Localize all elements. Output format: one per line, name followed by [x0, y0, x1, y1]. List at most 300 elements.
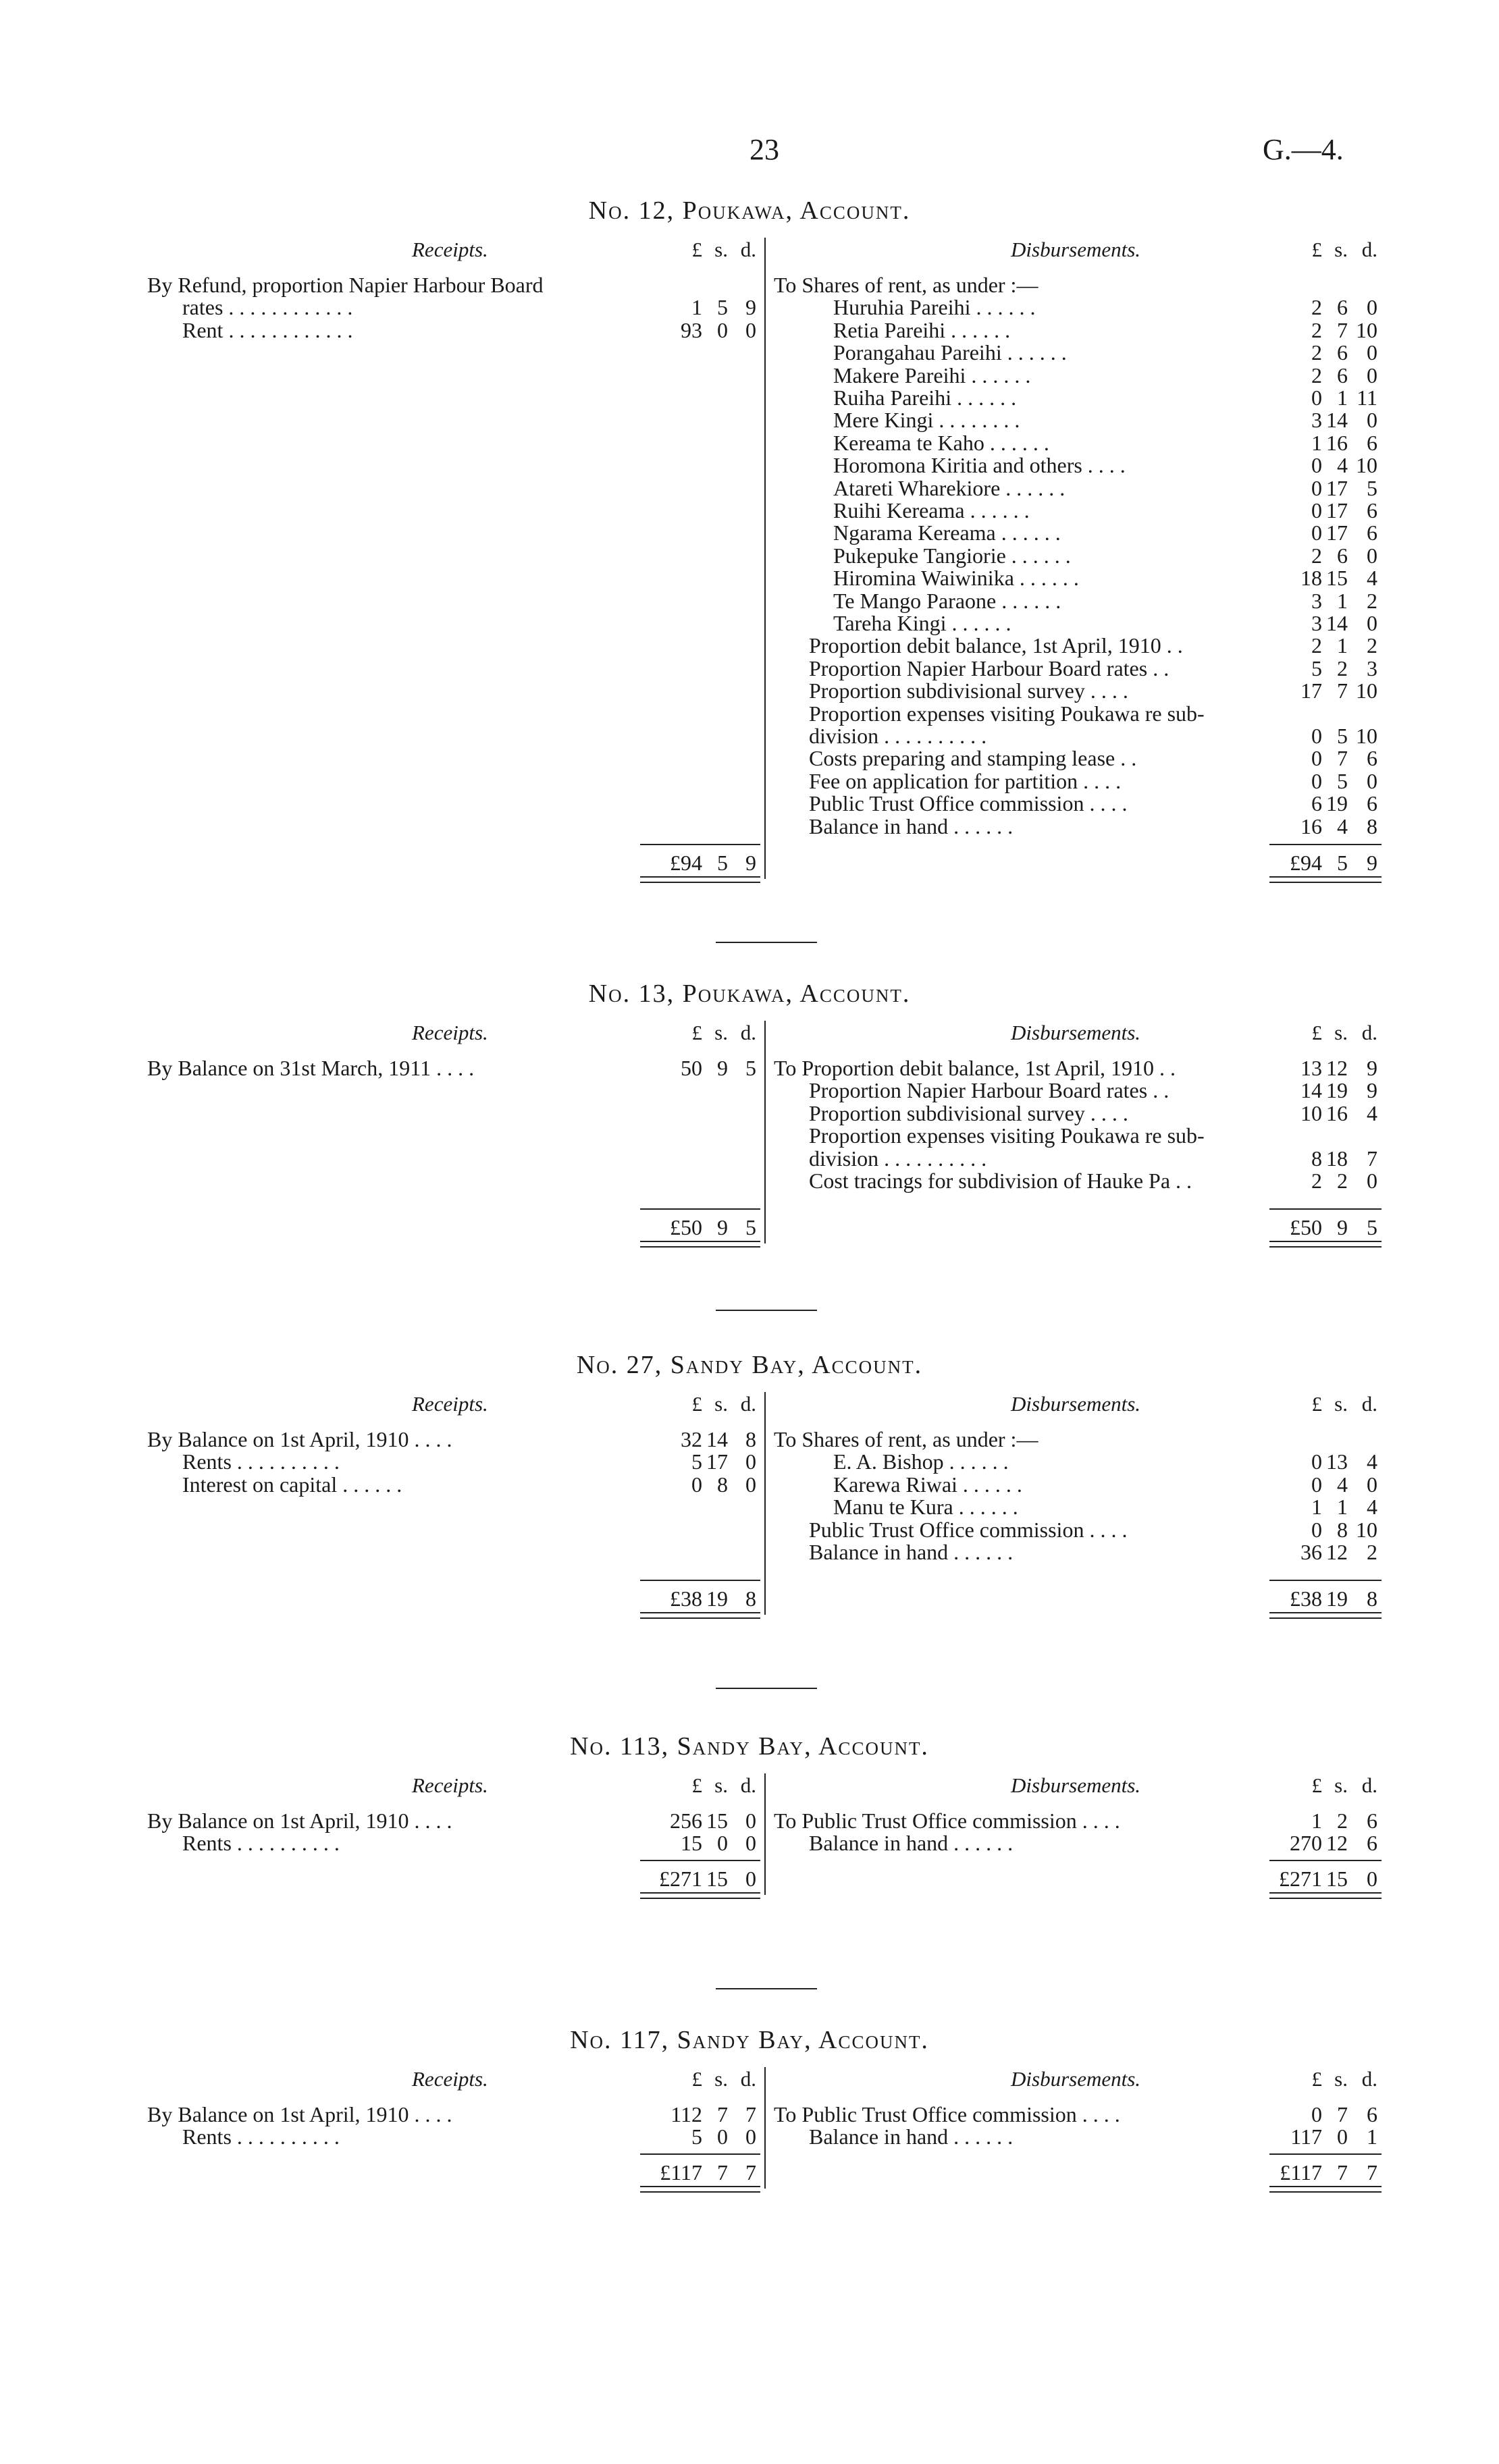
disbursement-amount-pence: 0: [1367, 363, 1377, 387]
disbursement-row: [0, 1518, 1391, 1541]
disbursement-row: [0, 1056, 1391, 1079]
disbursement-label: E. A. Bishop . . . . . .: [833, 1449, 1009, 1474]
disbursement-amount-shillings: 0: [1337, 2124, 1348, 2149]
receipts-total-double-rule: [640, 876, 760, 883]
account-title: No. 117, Sandy Bay, Account.: [570, 2026, 929, 2054]
disbursement-row: [0, 1428, 1391, 1451]
section-separator: [716, 1310, 817, 1311]
disbursement-label: To Public Trust Office commission . . . .: [774, 2102, 1120, 2126]
receipts-currency-header: £: [691, 238, 702, 261]
disbursements-total-pounds: £94: [1290, 851, 1322, 875]
disbursement-row: [0, 296, 1391, 319]
page-number: 23: [750, 133, 779, 166]
receipts-heading: Receipts.: [412, 2067, 488, 2091]
disbursement-amount-pounds: 2: [1311, 633, 1322, 658]
receipt-amount-shillings: 8: [717, 1472, 728, 1497]
disbursement-amount-pounds: 2: [1311, 295, 1322, 320]
disbursement-amount-pounds: 0: [1311, 724, 1322, 748]
disbursements-heading: Disbursements.: [1011, 2067, 1141, 2091]
disbursements-currency-header: d.: [1361, 2067, 1377, 2091]
disbursement-label: division . . . . . . . . . .: [809, 1146, 987, 1171]
disbursement-amount-pounds: 0: [1311, 2102, 1322, 2126]
column-divider: [764, 1392, 766, 1615]
disbursement-amount-pounds: 1: [1311, 1809, 1322, 1833]
disbursement-amount-pence: 6: [1367, 1831, 1377, 1856]
disbursement-amount-shillings: 17: [1326, 520, 1348, 545]
disbursements-total-double-rule: [1269, 1892, 1382, 1899]
disbursement-amount-pence: 0: [1367, 611, 1377, 635]
disbursement-amount-pence: 0: [1367, 295, 1377, 320]
disbursements-sum-rule: [1269, 2153, 1382, 2155]
disbursement-row: [0, 1809, 1391, 1832]
disbursement-amount-pence: 3: [1367, 655, 1377, 680]
receipts-heading: Receipts.: [412, 1773, 488, 1797]
disbursements-total-double-rule: [1269, 1241, 1382, 1248]
disbursement-amount-pence: 6: [1367, 791, 1377, 816]
account-section: [0, 1732, 1499, 1907]
disbursement-amount-pounds: 2: [1311, 1169, 1322, 1193]
receipts-total-pounds: £271: [659, 1867, 702, 1891]
disbursement-amount-shillings: 15: [1326, 566, 1348, 591]
disbursement-row: [0, 724, 1391, 747]
disbursement-label: Costs preparing and stamping lease . .: [809, 746, 1137, 771]
disbursement-row: [0, 2103, 1391, 2126]
receipt-amount-pence: 5: [745, 1056, 756, 1080]
disbursement-label: Proportion subdivisional survey . . . .: [809, 678, 1128, 703]
account-title: No. 27, Sandy Bay, Account.: [576, 1351, 923, 1379]
receipt-amount-pence: 7: [745, 2102, 756, 2126]
receipt-amount-pounds: 112: [670, 2102, 702, 2126]
receipts-total-pounds: £38: [670, 1586, 702, 1611]
disbursement-label: Porangahau Pareihi . . . . . .: [833, 340, 1067, 365]
disbursement-row: [0, 544, 1391, 567]
receipts-sum-rule: [640, 1580, 760, 1581]
receipts-total-pence: 8: [745, 1586, 756, 1611]
disbursement-amount-pence: 2: [1367, 633, 1377, 658]
receipt-amount-pence: 9: [745, 295, 756, 320]
receipt-label: By Balance on 1st April, 1910 . . . .: [147, 2102, 452, 2126]
receipts-total-shillings: 19: [706, 1586, 728, 1611]
receipt-amount-shillings: 14: [706, 1427, 728, 1451]
disbursement-amount-shillings: 4: [1337, 1472, 1348, 1497]
disbursement-amount-pence: 0: [1367, 340, 1377, 365]
receipt-amount-shillings: 0: [717, 317, 728, 342]
disbursement-row: [0, 770, 1391, 793]
disbursement-amount-pence: 6: [1367, 1809, 1377, 1833]
receipts-total-shillings: 5: [717, 851, 728, 875]
receipt-amount-pence: 0: [745, 1809, 756, 1833]
disbursement-amount-shillings: 6: [1337, 543, 1348, 568]
receipts-currency-header: £: [691, 2067, 702, 2091]
disbursements-sum-rule: [1269, 844, 1382, 845]
disbursement-row: [0, 386, 1391, 409]
receipt-label: Interest on capital . . . . . .: [182, 1472, 402, 1497]
disbursements-total-pounds: £271: [1279, 1867, 1322, 1891]
disbursements-total-pence: 9: [1367, 851, 1377, 875]
disbursement-amount-shillings: 19: [1326, 1078, 1348, 1103]
disbursement-amount-pence: 4: [1367, 1449, 1377, 1474]
disbursements-total-double-rule: [1269, 876, 1382, 883]
receipt-label: Rents . . . . . . . . . .: [182, 1831, 340, 1856]
disbursements-total-double-rule: [1269, 1612, 1382, 1619]
disbursement-row: [0, 431, 1391, 454]
disbursement-amount-pounds: 0: [1311, 385, 1322, 410]
receipts-total-pence: 9: [745, 851, 756, 875]
disbursements-total-pounds: £38: [1290, 1586, 1322, 1611]
disbursement-amount-shillings: 6: [1337, 363, 1348, 387]
disbursement-amount-pence: 4: [1367, 1495, 1377, 1520]
disbursement-label: Balance in hand . . . . . .: [809, 1831, 1014, 1856]
disbursement-row: [0, 1541, 1391, 1563]
disbursement-amount-shillings: 4: [1337, 453, 1348, 478]
disbursement-row: [0, 273, 1391, 296]
disbursement-row: [0, 319, 1391, 342]
receipts-currency-header: d.: [740, 1021, 756, 1044]
disbursement-row: [0, 1147, 1391, 1170]
disbursements-currency-header: s.: [1334, 1392, 1348, 1416]
disbursement-amount-pence: 2: [1367, 1540, 1377, 1564]
disbursement-amount-pence: 10: [1356, 453, 1377, 478]
disbursement-label: To Proportion debit balance, 1st April, 1910 . .: [774, 1056, 1176, 1080]
disbursement-amount-pence: 0: [1367, 1472, 1377, 1497]
disbursement-row: [0, 1169, 1391, 1192]
disbursements-total-pence: 8: [1367, 1586, 1377, 1611]
column-divider: [764, 238, 766, 879]
disbursements-currency-header: £: [1311, 1773, 1322, 1797]
receipt-amount-pence: 0: [745, 1449, 756, 1474]
disbursement-amount-pounds: 117: [1290, 2124, 1322, 2149]
disbursements-sum-rule: [1269, 1860, 1382, 1861]
disbursement-amount-shillings: 13: [1326, 1449, 1348, 1474]
receipt-amount-pounds: 5: [691, 1449, 702, 1474]
receipt-amount-pence: 8: [745, 1427, 756, 1451]
disbursement-row: [0, 454, 1391, 477]
disbursements-currency-header: d.: [1361, 1392, 1377, 1416]
section-separator: [716, 1988, 817, 1989]
disbursements-total-shillings: 9: [1337, 1215, 1348, 1239]
disbursement-label: Balance in hand . . . . . .: [809, 813, 1014, 838]
disbursement-amount-pounds: 0: [1311, 453, 1322, 478]
disbursement-amount-shillings: 12: [1326, 1540, 1348, 1564]
disbursement-amount-pounds: 14: [1300, 1078, 1322, 1103]
column-divider: [764, 1773, 766, 1895]
receipt-amount-shillings: 0: [717, 1831, 728, 1856]
receipt-amount-pounds: 1: [691, 295, 702, 320]
disbursement-amount-pounds: 8: [1311, 1146, 1322, 1171]
receipts-heading: Receipts.: [412, 1021, 488, 1044]
receipts-total-shillings: 15: [706, 1867, 728, 1891]
receipt-amount-shillings: 0: [717, 2124, 728, 2149]
disbursement-label: Kereama te Kaho . . . . . .: [833, 430, 1049, 455]
disbursement-amount-shillings: 7: [1337, 317, 1348, 342]
disbursement-amount-pounds: 36: [1300, 1540, 1322, 1564]
account-title: No. 113, Sandy Bay, Account.: [570, 1732, 929, 1761]
disbursement-amount-pence: 4: [1367, 1100, 1377, 1125]
disbursement-label: Pukepuke Tangiorie . . . . . .: [833, 543, 1071, 568]
account-title: No. 13, Poukawa, Account.: [588, 980, 911, 1008]
disbursement-label: division . . . . . . . . . .: [809, 724, 987, 748]
receipts-total-pence: 7: [745, 2160, 756, 2185]
section-separator: [716, 942, 817, 943]
disbursement-amount-shillings: 2: [1337, 1809, 1348, 1833]
disbursement-label: Proportion Napier Harbour Board rates . .: [809, 1078, 1169, 1103]
disbursement-amount-pence: 9: [1367, 1056, 1377, 1080]
receipt-amount-pence: 0: [745, 317, 756, 342]
disbursement-row: [0, 499, 1391, 522]
disbursements-currency-header: d.: [1361, 238, 1377, 261]
receipts-currency-header: d.: [740, 1773, 756, 1797]
disbursement-label: Karewa Riwai . . . . . .: [833, 1472, 1022, 1497]
disbursement-amount-shillings: 16: [1326, 430, 1348, 455]
disbursements-total-shillings: 19: [1326, 1586, 1348, 1611]
receipts-total-shillings: 7: [717, 2160, 728, 2185]
disbursement-row: [0, 2125, 1391, 2148]
receipt-amount-pence: 0: [745, 1472, 756, 1497]
disbursements-sum-rule: [1269, 1208, 1382, 1210]
disbursement-row: [0, 1831, 1391, 1854]
disbursements-total-pence: 7: [1367, 2160, 1377, 2185]
disbursements-sum-rule: [1269, 1580, 1382, 1581]
disbursement-label: Retia Pareihi . . . . . .: [833, 317, 1011, 342]
receipts-total-pounds: £94: [670, 851, 702, 875]
column-divider: [764, 1021, 766, 1243]
disbursement-amount-pounds: 2: [1311, 317, 1322, 342]
disbursement-row: [0, 589, 1391, 612]
disbursement-amount-pounds: 0: [1311, 768, 1322, 793]
disbursements-total-shillings: 15: [1326, 1867, 1348, 1891]
disbursement-amount-pence: 6: [1367, 2102, 1377, 2126]
disbursements-total-pence: 0: [1367, 1867, 1377, 1891]
disbursement-amount-pounds: 0: [1311, 498, 1322, 523]
receipts-currency-header: s.: [714, 2067, 728, 2091]
disbursement-amount-shillings: 7: [1337, 746, 1348, 771]
disbursement-amount-pence: 2: [1367, 588, 1377, 613]
disbursement-label: Proportion subdivisional survey . . . .: [809, 1100, 1128, 1125]
disbursement-amount-shillings: 17: [1326, 498, 1348, 523]
disbursement-amount-pounds: 0: [1311, 746, 1322, 771]
disbursements-total-pounds: £50: [1290, 1215, 1322, 1239]
disbursement-amount-pounds: 270: [1290, 1831, 1322, 1856]
receipts-sum-rule: [640, 2153, 760, 2155]
receipts-currency-header: £: [691, 1392, 702, 1416]
disbursement-label: Ruihi Kereama . . . . . .: [833, 498, 1030, 523]
disbursement-amount-pounds: 3: [1311, 408, 1322, 433]
disbursement-amount-pounds: 1: [1311, 430, 1322, 455]
disbursement-amount-shillings: 17: [1326, 475, 1348, 500]
disbursement-amount-pounds: 0: [1311, 475, 1322, 500]
disbursement-row: [0, 1473, 1391, 1496]
page-reference: G.—4.: [1263, 133, 1344, 166]
disbursement-amount-pounds: 2: [1311, 543, 1322, 568]
receipts-sum-rule: [640, 1208, 760, 1210]
disbursement-amount-pence: 4: [1367, 566, 1377, 591]
disbursement-label: Ngarama Kereama . . . . . .: [833, 520, 1061, 545]
disbursements-currency-header: £: [1311, 1392, 1322, 1416]
disbursement-amount-pounds: 2: [1311, 340, 1322, 365]
disbursement-row: [0, 815, 1391, 838]
disbursement-label: Public Trust Office commission . . . .: [809, 1517, 1128, 1542]
disbursements-total-shillings: 7: [1337, 2160, 1348, 2185]
disbursements-heading: Disbursements.: [1011, 238, 1141, 261]
disbursements-currency-header: d.: [1361, 1773, 1377, 1797]
receipt-amount-pounds: 32: [681, 1427, 702, 1451]
receipts-total-pounds: £50: [670, 1215, 702, 1239]
disbursement-amount-shillings: 2: [1337, 655, 1348, 680]
disbursement-amount-shillings: 19: [1326, 791, 1348, 816]
disbursement-row: [0, 364, 1391, 387]
disbursements-heading: Disbursements.: [1011, 1021, 1141, 1044]
disbursement-amount-pence: 10: [1356, 317, 1377, 342]
disbursement-amount-pence: 6: [1367, 430, 1377, 455]
disbursement-amount-pounds: 16: [1300, 813, 1322, 838]
disbursements-heading: Disbursements.: [1011, 1773, 1141, 1797]
disbursement-amount-shillings: 1: [1337, 385, 1348, 410]
disbursement-amount-pence: 8: [1367, 813, 1377, 838]
disbursement-amount-shillings: 5: [1337, 724, 1348, 748]
disbursement-amount-pounds: 3: [1311, 588, 1322, 613]
receipt-label: Rents . . . . . . . . . .: [182, 2124, 340, 2149]
disbursement-label: To Shares of rent, as under :—: [774, 1427, 1038, 1451]
disbursement-amount-shillings: 2: [1337, 1169, 1348, 1193]
disbursement-amount-pounds: 1: [1311, 1495, 1322, 1520]
disbursement-label: To Shares of rent, as under :—: [774, 273, 1038, 297]
disbursement-amount-pence: 5: [1367, 475, 1377, 500]
receipt-label: By Balance on 1st April, 1910 . . . .: [147, 1809, 452, 1833]
disbursement-amount-pence: 0: [1367, 408, 1377, 433]
disbursements-currency-header: s.: [1334, 1021, 1348, 1044]
receipt-amount-pounds: 93: [681, 317, 702, 342]
disbursement-label: Proportion debit balance, 1st April, 1910 . .: [809, 633, 1183, 658]
receipts-currency-header: d.: [740, 1392, 756, 1416]
disbursement-amount-shillings: 1: [1337, 588, 1348, 613]
disbursement-amount-shillings: 7: [1337, 678, 1348, 703]
receipts-sum-rule: [640, 844, 760, 845]
disbursement-amount-shillings: 1: [1337, 1495, 1348, 1520]
disbursements-currency-header: £: [1311, 1021, 1322, 1044]
disbursements-total-double-rule: [1269, 2186, 1382, 2193]
disbursement-amount-pounds: 0: [1311, 1517, 1322, 1542]
disbursement-row: [0, 477, 1391, 500]
disbursement-amount-pounds: 6: [1311, 791, 1322, 816]
disbursement-amount-pounds: 0: [1311, 520, 1322, 545]
receipt-label: By Refund, proportion Napier Harbour Board: [147, 273, 544, 297]
disbursement-row: [0, 634, 1391, 657]
disbursement-label: To Public Trust Office commission . . . .: [774, 1809, 1120, 1833]
receipts-total-double-rule: [640, 2186, 760, 2193]
disbursement-amount-shillings: 18: [1326, 1146, 1348, 1171]
disbursement-label: Tareha Kingi . . . . . .: [833, 611, 1011, 635]
receipts-currency-header: d.: [740, 2067, 756, 2091]
disbursement-amount-pounds: 0: [1311, 1449, 1322, 1474]
receipt-amount-shillings: 7: [717, 2102, 728, 2126]
disbursement-row: [0, 657, 1391, 680]
disbursement-amount-pence: 6: [1367, 520, 1377, 545]
disbursement-row: [0, 1450, 1391, 1473]
receipts-total-shillings: 9: [717, 1215, 728, 1239]
disbursement-amount-pence: 1: [1367, 2124, 1377, 2149]
disbursement-amount-pence: 10: [1356, 724, 1377, 748]
disbursement-amount-shillings: 4: [1337, 813, 1348, 838]
disbursement-row: [0, 612, 1391, 635]
disbursement-row: [0, 679, 1391, 702]
receipt-label: By Balance on 31st March, 1911 . . . .: [147, 1056, 475, 1080]
receipt-amount-pounds: 256: [670, 1809, 702, 1833]
receipt-amount-shillings: 9: [717, 1056, 728, 1080]
disbursement-amount-shillings: 7: [1337, 2102, 1348, 2126]
disbursement-amount-pence: 0: [1367, 1169, 1377, 1193]
disbursement-amount-pounds: 0: [1311, 1472, 1322, 1497]
receipt-amount-pounds: 15: [681, 1831, 702, 1856]
receipts-total-double-rule: [640, 1892, 760, 1899]
disbursement-amount-pence: 6: [1367, 498, 1377, 523]
disbursement-row: [0, 792, 1391, 815]
disbursements-heading: Disbursements.: [1011, 1392, 1141, 1416]
receipt-amount-pounds: 50: [681, 1056, 702, 1080]
receipts-total-pence: 0: [745, 1867, 756, 1891]
disbursement-row: [0, 521, 1391, 544]
receipts-currency-header: £: [691, 1773, 702, 1797]
disbursement-amount-pence: 7: [1367, 1146, 1377, 1171]
disbursement-amount-shillings: 5: [1337, 768, 1348, 793]
account-section: [0, 1350, 1499, 1627]
receipt-amount-shillings: 15: [706, 1809, 728, 1833]
disbursement-label: Mere Kingi . . . . . . . .: [833, 408, 1020, 433]
disbursement-row: [0, 747, 1391, 770]
disbursement-amount-pence: 11: [1357, 385, 1377, 410]
receipt-label: Rent . . . . . . . . . . . .: [182, 317, 353, 342]
disbursements-total-pence: 5: [1367, 1215, 1377, 1239]
disbursement-label: Hiromina Waiwinika . . . . . .: [833, 566, 1079, 591]
receipts-total-double-rule: [640, 1241, 760, 1248]
disbursement-label: Proportion expenses visiting Poukawa re sub-: [809, 1123, 1205, 1148]
disbursement-amount-shillings: 8: [1337, 1517, 1348, 1542]
receipts-currency-header: s.: [714, 1773, 728, 1797]
receipts-total-pounds: £117: [660, 2160, 702, 2185]
receipts-currency-header: s.: [714, 1021, 728, 1044]
disbursement-label: Ruiha Pareihi . . . . . .: [833, 385, 1017, 410]
disbursement-amount-shillings: 6: [1337, 340, 1348, 365]
disbursements-total-shillings: 5: [1337, 851, 1348, 875]
receipt-label: Rents . . . . . . . . . .: [182, 1449, 340, 1474]
disbursement-label: Public Trust Office commission . . . .: [809, 791, 1128, 816]
disbursement-row: [0, 1079, 1391, 1102]
receipts-currency-header: d.: [740, 238, 756, 261]
disbursement-label: Balance in hand . . . . . .: [809, 1540, 1014, 1564]
disbursement-amount-pounds: 2: [1311, 363, 1322, 387]
disbursement-amount-pence: 6: [1367, 746, 1377, 771]
receipts-heading: Receipts.: [412, 1392, 488, 1416]
disbursement-label: Balance in hand . . . . . .: [809, 2124, 1014, 2149]
disbursement-amount-shillings: 12: [1326, 1831, 1348, 1856]
receipts-currency-header: s.: [714, 238, 728, 261]
disbursement-row: [0, 341, 1391, 364]
disbursement-label: Proportion Napier Harbour Board rates . .: [809, 655, 1169, 680]
receipt-label: rates . . . . . . . . . . . .: [182, 295, 353, 320]
disbursement-amount-pence: 0: [1367, 543, 1377, 568]
disbursement-amount-pence: 9: [1367, 1078, 1377, 1103]
receipt-amount-pounds: 0: [691, 1472, 702, 1497]
disbursement-label: Atareti Wharekiore . . . . . .: [833, 475, 1066, 500]
disbursement-label: Cost tracings for subdivision of Hauke Pa . .: [809, 1169, 1192, 1193]
disbursement-label: Proportion expenses visiting Poukawa re sub-: [809, 701, 1205, 726]
disbursement-row: [0, 702, 1391, 725]
disbursement-label: Makere Pareihi . . . . . .: [833, 363, 1031, 387]
disbursement-label: Manu te Kura . . . . . .: [833, 1495, 1018, 1520]
disbursement-row: [0, 1495, 1391, 1518]
account-section: [0, 196, 1499, 891]
receipts-total-pence: 5: [745, 1215, 756, 1239]
disbursement-amount-pounds: 13: [1300, 1056, 1322, 1080]
